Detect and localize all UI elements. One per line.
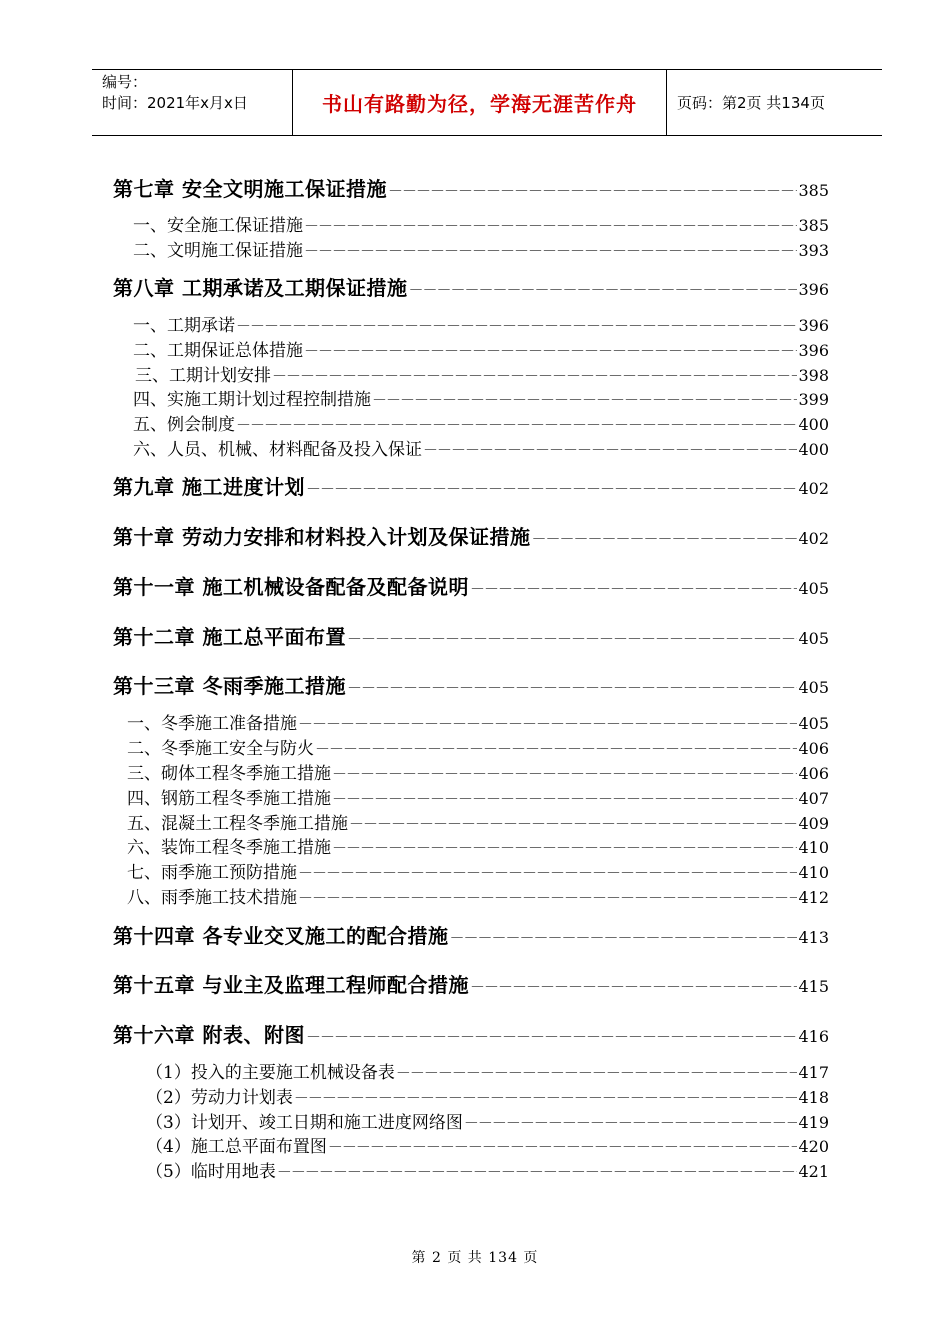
toc-entry-text: 七、雨季施工预防措施 [127, 863, 297, 883]
toc-entry-page: 405 [798, 678, 829, 697]
toc-entry-page: 412 [798, 888, 829, 907]
toc-leader [396, 1062, 798, 1083]
toc-entry-page: 420 [798, 1137, 829, 1156]
header-meta [92, 70, 293, 135]
toc-entry-page: 413 [798, 928, 829, 947]
toc-leader [304, 340, 797, 361]
toc-entry[interactable] [133, 236, 829, 261]
toc-entry-text: 一、冬季施工准备措施 [127, 714, 297, 734]
toc-leader [306, 478, 797, 499]
toc-leader [306, 1026, 797, 1047]
toc-entry[interactable] [127, 833, 829, 858]
toc-entry-page: 419 [798, 1113, 829, 1132]
toc-entry-text: 四、实施工期计划过程控制措施 [133, 390, 371, 410]
toc-entry-page: 396 [798, 316, 829, 335]
toc-entry[interactable] [146, 1058, 829, 1083]
toc-entry-text: （2）劳动力计划表 [146, 1088, 293, 1108]
toc-entry[interactable] [135, 361, 829, 386]
toc-leader [272, 365, 797, 386]
toc-entry-text: 第十四章 各专业交叉施工的配合措施 [113, 924, 449, 948]
toc-entry-page: 409 [798, 814, 829, 833]
toc-entry[interactable] [127, 759, 829, 784]
toc-entry-text: 五、混凝土工程冬季施工措施 [127, 814, 348, 834]
toc-entry[interactable] [146, 1108, 829, 1133]
toc-entry-text: 二、工期保证总体措施 [133, 341, 303, 361]
toc-entry-chapter-12[interactable] [113, 621, 829, 650]
toc-entry[interactable] [146, 1132, 829, 1157]
toc-entry-text: 第十五章 与业主及监理工程师配合措施 [113, 973, 469, 997]
toc-entry-text: （1）投入的主要施工机械设备表 [146, 1063, 395, 1083]
toc-entry-page: 410 [798, 838, 829, 857]
toc-entry-page: 406 [798, 764, 829, 783]
toc-leader [304, 215, 797, 236]
toc-entry-text: 六、人员、机械、材料配备及投入保证 [133, 440, 422, 460]
toc-entry-page: 417 [798, 1063, 829, 1082]
toc-leader [449, 927, 797, 948]
toc-entry[interactable] [133, 435, 829, 460]
toc-entry-page: 396 [798, 341, 829, 360]
toc-entry-page: 385 [798, 216, 829, 235]
toc-entry-text: 第十三章 冬雨季施工措施 [113, 674, 346, 698]
toc-leader [347, 677, 797, 698]
toc-leader [470, 578, 797, 599]
toc-entry-text: 第十二章 施工总平面布置 [113, 625, 346, 649]
toc-leader [372, 389, 797, 410]
toc-entry-text: 第十一章 施工机械设备配备及配备说明 [113, 575, 469, 599]
toc-leader [388, 180, 797, 201]
document-number-label: 编号： [102, 73, 148, 91]
toc-entry-text: 二、冬季施工安全与防火 [127, 739, 314, 759]
toc-leader [423, 439, 797, 460]
toc-leader [294, 1087, 798, 1108]
toc-entry-page: 393 [798, 241, 829, 260]
toc-entry[interactable] [133, 410, 829, 435]
toc-entry-page: 398 [798, 366, 829, 385]
toc-leader [464, 1112, 798, 1133]
toc-leader [236, 315, 797, 336]
toc-entry-page: 416 [798, 1027, 829, 1046]
toc-entry[interactable] [127, 883, 829, 908]
toc-entry-text: 四、钢筋工程冬季施工措施 [127, 789, 331, 809]
toc-entry-chapter-7[interactable] [113, 173, 829, 202]
toc-entry-text: 第八章 工期承诺及工期保证措施 [113, 276, 408, 300]
header-motto: 书山有路勤为径，学海无涯苦作舟 [293, 70, 667, 135]
toc-entry-chapter-14[interactable] [113, 920, 829, 949]
toc-entry-text: 一、安全施工保证措施 [133, 216, 303, 236]
toc-leader [236, 414, 797, 435]
toc-entry-page: 405 [798, 629, 829, 648]
toc-entry[interactable] [127, 809, 829, 834]
toc-entry-text: 六、装饰工程冬季施工措施 [127, 838, 331, 858]
toc-entry-text: 五、例会制度 [133, 415, 235, 435]
toc-leader [332, 788, 797, 809]
toc-entry-text: 三、砌体工程冬季施工措施 [127, 764, 331, 784]
toc-entry-text: 第十章 劳动力安排和材料投入计划及保证措施 [113, 525, 531, 549]
toc-entry[interactable] [127, 734, 829, 759]
toc-entry-text: （3）计划开、竣工日期和施工进度网络图 [146, 1113, 463, 1133]
toc-entry-page: 385 [798, 181, 829, 200]
toc-entry-chapter-16[interactable] [113, 1019, 829, 1048]
toc-entry-text: 一、工期承诺 [133, 316, 235, 336]
toc-entry-text: 第七章 安全文明施工保证措施 [113, 177, 387, 201]
page-header [92, 69, 882, 136]
document-time-label: 时间：2021年x月x日 [102, 94, 248, 112]
toc-leader [347, 628, 797, 649]
toc-entry-chapter-8[interactable] [113, 272, 829, 301]
toc-entry-page: 405 [798, 714, 829, 733]
toc-entry-text: 八、雨季施工技术措施 [127, 888, 297, 908]
toc-entry-page: 405 [798, 579, 829, 598]
toc-entry[interactable] [133, 211, 829, 236]
toc-entry-page: 418 [798, 1088, 829, 1107]
toc-entry-page: 421 [798, 1162, 829, 1181]
toc-leader [315, 738, 797, 759]
toc-leader [304, 240, 797, 261]
toc-entry-text: （4）施工总平面布置图 [146, 1137, 327, 1157]
header-page-label: 页码：第2页 共134页 [677, 94, 825, 112]
page-footer: 第 2 页 共 134 页 [411, 1250, 539, 1266]
toc-entry-page: 399 [798, 390, 829, 409]
toc-entry-page: 415 [798, 977, 829, 996]
toc-leader [332, 837, 797, 858]
toc-entry-page: 402 [798, 529, 829, 548]
toc-entry-chapter-15[interactable] [113, 969, 829, 998]
toc-entry-text: （5）临时用地表 [146, 1162, 276, 1182]
toc-entry-page: 400 [798, 415, 829, 434]
toc-entry[interactable] [133, 311, 829, 336]
toc-leader [328, 1136, 798, 1157]
toc-leader [349, 813, 797, 834]
toc-entry-chapter-11[interactable] [113, 571, 829, 600]
toc-entry[interactable] [127, 858, 829, 883]
toc-leader [298, 862, 797, 883]
toc-leader [531, 528, 797, 549]
toc-leader [298, 887, 797, 908]
toc-entry-page: 406 [798, 739, 829, 758]
toc-entry-text: 第十六章 附表、附图 [113, 1023, 305, 1047]
toc-entry-chapter-13[interactable] [113, 670, 829, 699]
toc-entry[interactable] [133, 336, 829, 361]
toc-entry-chapter-9[interactable] [113, 471, 829, 500]
toc-leader [408, 279, 797, 300]
toc-leader [277, 1161, 798, 1182]
toc-entry-page: 396 [798, 280, 829, 299]
toc-leader [470, 976, 797, 997]
toc-entry[interactable] [127, 709, 829, 734]
toc-entry-page: 410 [798, 863, 829, 882]
toc-entry-page: 402 [798, 479, 829, 498]
toc-entry[interactable] [127, 784, 829, 809]
toc-entry-page: 400 [798, 440, 829, 459]
toc-entry-text: 三、工期计划安排 [135, 366, 271, 386]
toc-entry[interactable] [133, 385, 829, 410]
toc-entry-text: 二、文明施工保证措施 [133, 241, 303, 261]
toc-entry-page: 407 [798, 789, 829, 808]
toc-leader [332, 763, 797, 784]
toc-entry-text: 第九章 施工进度计划 [113, 475, 305, 499]
toc-entry[interactable] [146, 1157, 829, 1182]
toc-entry-chapter-10[interactable] [113, 521, 829, 550]
toc-leader [298, 713, 797, 734]
toc-entry[interactable] [146, 1083, 829, 1108]
